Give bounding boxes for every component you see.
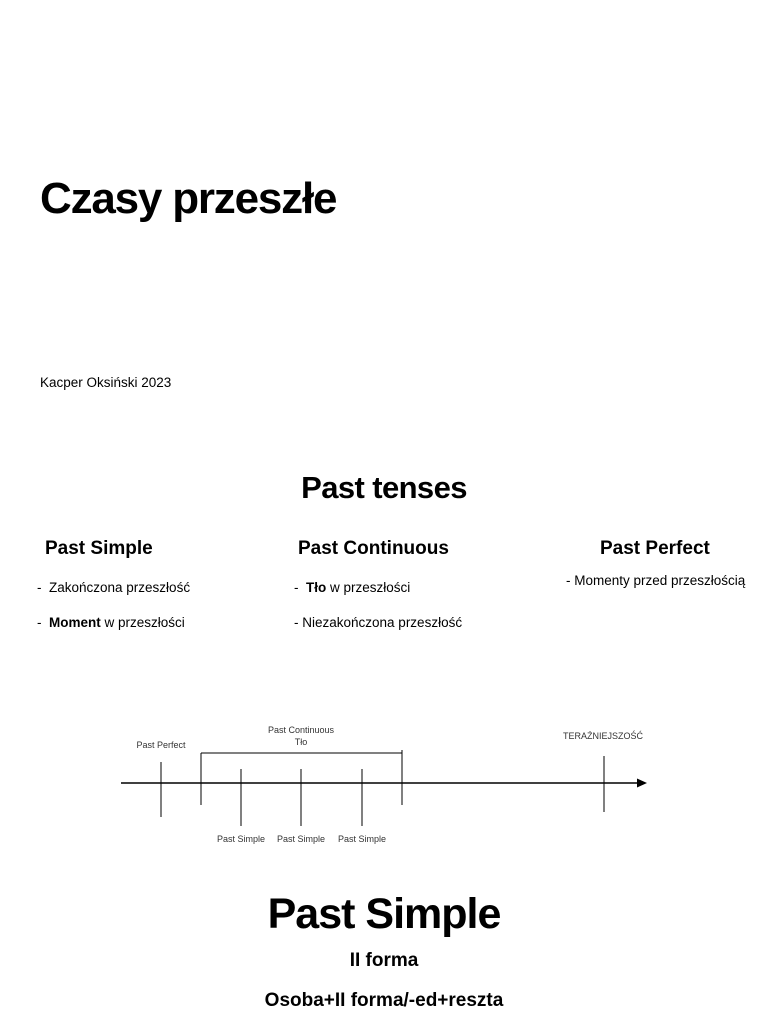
past-continuous-label: Past Continuous xyxy=(267,725,335,735)
past-simple-title: Past Simple xyxy=(267,890,501,938)
bullet-text: w przeszłości xyxy=(326,580,411,595)
past-perfect-label: Past Perfect xyxy=(136,740,186,750)
past-continuous-sublabel: Tło xyxy=(294,737,308,747)
bullet-item xyxy=(294,580,410,595)
bullet-text: w przeszłości xyxy=(100,615,185,630)
bullet-dash: - xyxy=(37,580,49,595)
timeline-diagram xyxy=(0,700,768,860)
past-simple-label: Past Simple xyxy=(216,834,266,844)
bullet-text: Niezakończona przeszłość xyxy=(302,615,463,630)
bullet-bold: Moment xyxy=(49,615,101,630)
past-simple-subtitle: II forma xyxy=(349,950,419,971)
past-simple-label: Past Simple xyxy=(337,834,387,844)
bullet-dash: - xyxy=(566,573,575,588)
bullet-item xyxy=(37,615,185,630)
slide-title: Czasy przeszłe xyxy=(40,174,337,223)
bullet-item xyxy=(37,580,190,595)
arrow-head-icon xyxy=(637,779,647,788)
past-simple-label: Past Simple xyxy=(276,834,326,844)
bullet-item xyxy=(294,615,462,630)
column-heading-past-perfect: Past Perfect xyxy=(600,538,710,559)
present-label: TERAŹNIEJSZOŚĆ xyxy=(562,731,644,741)
bullet-item xyxy=(566,573,768,588)
bullet-text: Zakończona przeszłość xyxy=(49,580,191,595)
section-title: Past tenses xyxy=(301,470,467,505)
bullet-dash: - xyxy=(37,615,49,630)
author-line: Kacper Oksiński 2023 xyxy=(40,375,172,390)
bullet-dash: - xyxy=(294,615,303,630)
column-heading-past-continuous: Past Continuous xyxy=(298,538,449,559)
bullet-dash: - xyxy=(294,580,306,595)
past-simple-formula: Osoba+II forma/-ed+reszta xyxy=(264,990,504,1011)
bullet-text: Momenty przed przeszłością xyxy=(574,573,746,588)
bullet-bold: Tło xyxy=(306,580,327,595)
column-heading-past-simple: Past Simple xyxy=(45,538,153,559)
